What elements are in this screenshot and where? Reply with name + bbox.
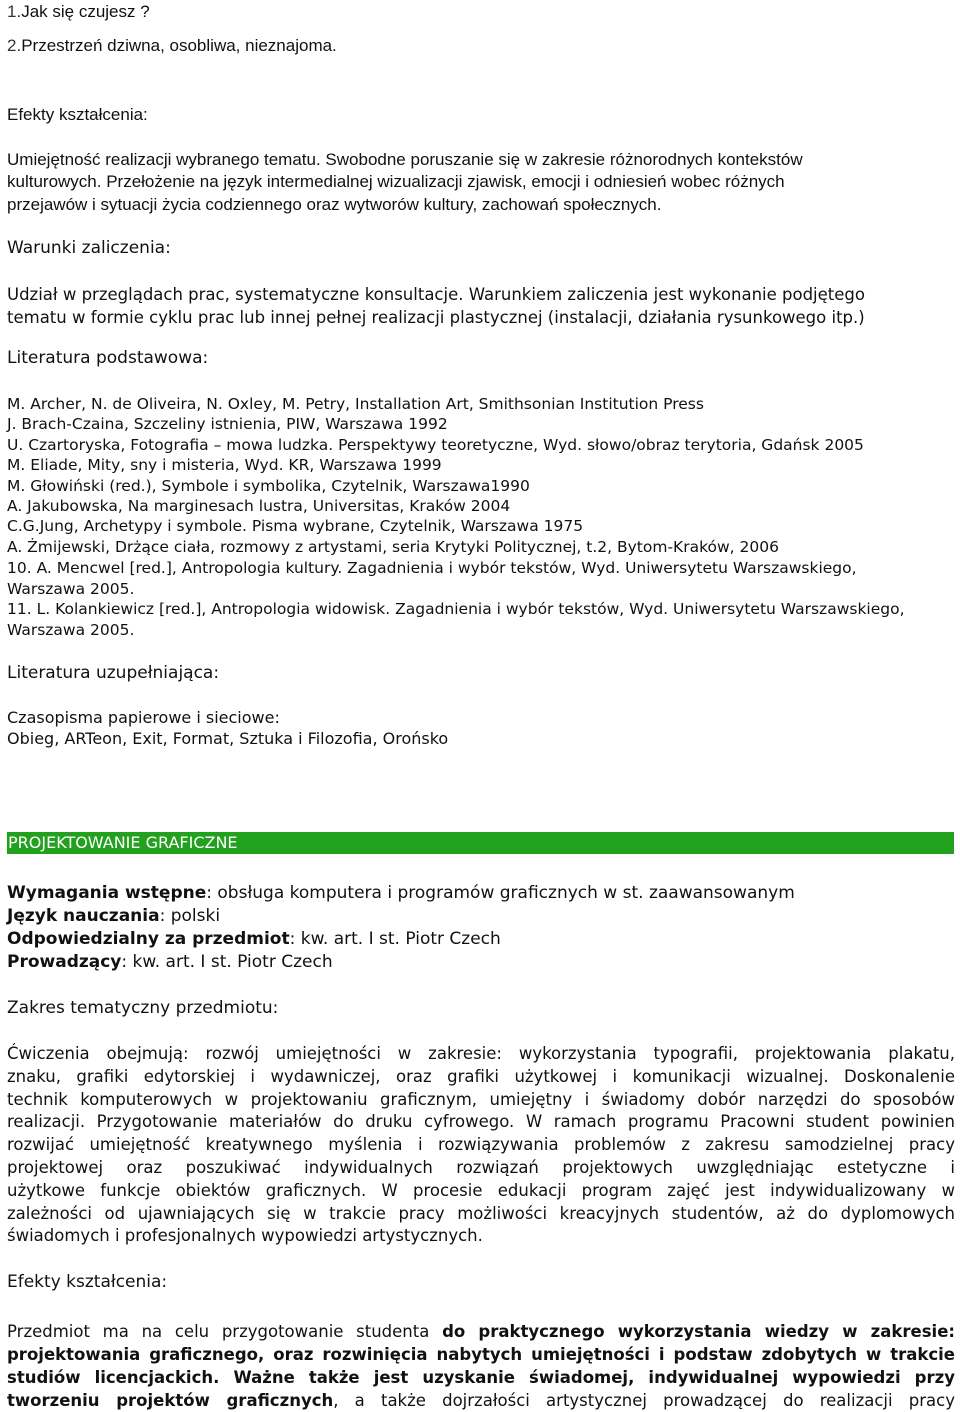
- zakres-line: użytkowe funkcje obiektów graficznych. W procesie edukacji program zajęć jest indywidualizowany w: [7, 1181, 955, 1200]
- item-text: Jak się czujesz ?: [21, 2, 150, 21]
- item-number: 1.: [7, 2, 22, 21]
- text-run-bold: studiów licencjackich.: [7, 1368, 220, 1387]
- info-value: : kw. art. I st. Piotr Czech: [121, 952, 333, 972]
- literatura-item: Warszawa 2005.: [7, 580, 135, 598]
- efekty2-line: [7, 1345, 955, 1364]
- info-responsible: [7, 929, 955, 949]
- warunki-line: tematu w formie cyklu prac lub innej pełnej realizacji plastycznej (instalacji, działania rysunkowego itp.): [7, 308, 865, 327]
- literatura-item: M. Archer, N. de Oliveira, N. Oxley, M. Petry, Installation Art, Smithsonian Institution Press: [7, 395, 704, 413]
- intro-item-2: [7, 36, 955, 56]
- efekty-line: Umiejętność realizacji wybranego tematu. Swobodne poruszanie się w zakresie różnorodnych kontekstów: [7, 150, 803, 169]
- efekty2-line: [7, 1368, 955, 1387]
- efekty2-heading: Efekty kształcenia:: [7, 1272, 168, 1292]
- efekty-heading: Efekty kształcenia:: [7, 105, 148, 124]
- text-run: , a także dojrzałości artystycznej prowadzącej do realizacji pracy: [333, 1391, 955, 1410]
- literatura-item: J. Brach-Czaina, Szczeliny istnienia, PIW, Warszawa 1992: [7, 415, 448, 433]
- warunki-heading: Warunki zaliczenia:: [7, 238, 171, 258]
- efekty2-line: [7, 1391, 955, 1410]
- zakres-line: świadomych i profesjonalnych wypowiedzi artystycznych.: [7, 1226, 483, 1245]
- literatura-item: 10. A. Mencwel [red.], Antropologia kultury. Zagadnienia i wybór tekstów, Wyd. Uniwersytetu Warszawskiego,: [7, 559, 857, 577]
- efekty-line: przejawów i sytuacji życia codziennego oraz wytworów kultury, zachowań społecznych.: [7, 195, 662, 214]
- literatura-heading: Literatura podstawowa:: [7, 348, 209, 368]
- text-run-bold: tworzeniu projektów graficznych: [7, 1391, 334, 1410]
- zakres-line: znaku, grafiki edytorskiej i wydawniczej, oraz grafiki użytkowej i komunikacji wizualnej. Doskonalenie: [7, 1067, 955, 1086]
- section-title-bar: [7, 832, 954, 854]
- info-value: : polski: [159, 906, 221, 926]
- efekty-line: kulturowych. Przełożenie na język intermedialnej wizualizacji zjawisk, emocji i odniesień wobec różnych: [7, 172, 785, 191]
- zakres-line: rozwijać umiejętność kreatywnego myślenia i rozwiązywania problemów z zakresu samodzielnej pracy: [7, 1135, 955, 1154]
- zakres-line: technik komputerowych w projektowaniu graficznym, umiejętny i świadomy dobór narzędzi do sposobów: [7, 1090, 955, 1109]
- warunki-line: Udział w przeglądach prac, systematyczne konsultacje. Warunkiem zaliczenia jest wykonanie podjętego: [7, 285, 865, 304]
- info-language: [7, 906, 955, 926]
- info-value: : obsługa komputera i programów graficznych w st. zaawansowanym: [206, 883, 795, 903]
- info-requirements: [7, 883, 955, 903]
- literatura-item: Warszawa 2005.: [7, 621, 135, 639]
- literatura-item: C.G.Jung, Archetypy i symbole. Pisma wybrane, Czytelnik, Warszawa 1975: [7, 517, 584, 535]
- zakres-line: projektowej oraz poszukiwać indywidualnych rozwiązań projektowych uwzględniając estetyczne i: [7, 1158, 955, 1177]
- section-title: PROJEKTOWANIE GRAFICZNE: [8, 833, 238, 852]
- literatura-item: 11. L. Kolankiewicz [red.], Antropologia widowisk. Zagadnienia i wybór tekstów, Wyd. Uniwersytetu Warszawskiego,: [7, 600, 905, 618]
- zakres-line: zależności od ujawniających się w trakcie pracy możliwości kreacyjnych studentów, aż do dyplomowych: [7, 1204, 955, 1223]
- uzupelniajaca-line: Czasopisma papierowe i sieciowe:: [7, 708, 280, 727]
- text-run-bold: do praktycznego wykorzystania wiedzy w zakresie:: [442, 1322, 955, 1341]
- info-label: Prowadzący: [7, 952, 122, 972]
- info-label: Język nauczania: [7, 906, 160, 926]
- literatura-item: M. Głowiński (red.), Symbole i symbolika, Czytelnik, Warszawa1990: [7, 477, 530, 495]
- uzupelniajaca-line: Obieg, ARTeon, Exit, Format, Sztuka i Filozofia, Orońsko: [7, 729, 449, 748]
- literatura-item: M. Eliade, Mity, sny i misteria, Wyd. KR, Warszawa 1999: [7, 456, 442, 474]
- zakres-line: Ćwiczenia obejmują: rozwój umiejętności w zakresie: wykorzystania typografii, projektowania plakatu,: [7, 1044, 955, 1063]
- efekty2-line: [7, 1322, 955, 1341]
- literatura-item: A. Żmijewski, Drżące ciała, rozmowy z artystami, seria Krytyki Politycznej, t.2, Bytom-Kraków, 2006: [7, 538, 779, 556]
- zakres-line: realizacji. Przygotowanie materiałów do druku cyfrowego. W ramach programu Pracowni student powinien: [7, 1112, 955, 1131]
- text-run-bold: projektowania graficznego, oraz rozwinięcia nabytych umiejętności i podstaw zdobytych w trakcie: [7, 1345, 955, 1364]
- literatura-item: U. Czartoryska, Fotografia – mowa ludzka. Perspektywy teoretyczne, Wyd. słowo/obraz terytoria, Gdańsk 2005: [7, 436, 864, 454]
- info-label: Odpowiedzialny za przedmiot: [7, 929, 290, 949]
- item-number: 2.: [7, 36, 22, 55]
- intro-item-1: [7, 2, 955, 22]
- zakres-heading: Zakres tematyczny przedmiotu:: [7, 998, 279, 1018]
- literatura-item: A. Jakubowska, Na marginesach lustra, Universitas, Kraków 2004: [7, 497, 511, 515]
- info-value: : kw. art. I st. Piotr Czech: [289, 929, 501, 949]
- uzupelniajaca-heading: Literatura uzupełniająca:: [7, 663, 220, 683]
- info-teacher: [7, 952, 955, 972]
- info-label: Wymagania wstępne: [7, 883, 207, 903]
- text-run: Przedmiot ma na celu przygotowanie studenta: [7, 1322, 443, 1341]
- text-run-bold: Ważne także jest uzyskanie świadomej, indywidualnej wypowiedzi przy: [219, 1368, 955, 1387]
- item-text: Przestrzeń dziwna, osobliwa, nieznajoma.: [21, 36, 337, 55]
